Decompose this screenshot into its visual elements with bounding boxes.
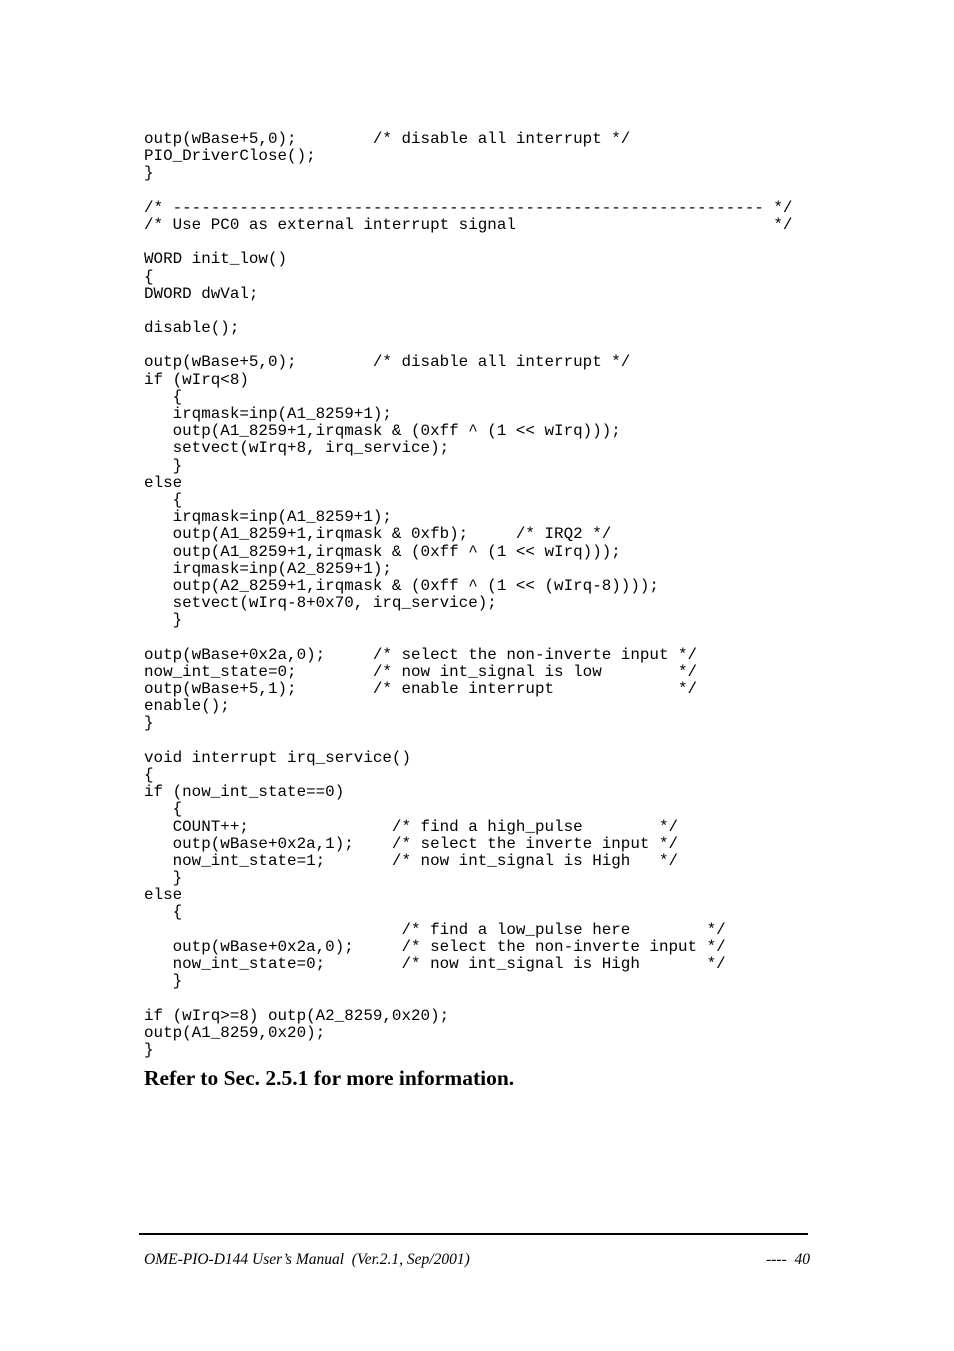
code-line: } bbox=[144, 456, 183, 475]
code-line bbox=[144, 629, 792, 646]
footer-manual-title: OME-PIO-D144 User’s Manual (Ver.2.1, Sep/2001) bbox=[144, 1251, 470, 1268]
code-line: setvect(wIrq+8, irq_service); bbox=[144, 439, 450, 458]
code-line: irqmask=inp(A2_8259+1); bbox=[144, 559, 392, 578]
code-line: } bbox=[144, 611, 183, 630]
code-line: now_int_state=0; /* now int_signal is High */ bbox=[144, 955, 726, 973]
footer-page-number: ---- 40 bbox=[766, 1251, 810, 1268]
code-line: outp(A1_8259+1,irqmask & (0xff ^ (1 << wIrq))); bbox=[144, 422, 621, 441]
code-line: { bbox=[144, 765, 154, 784]
code-line: } bbox=[144, 869, 183, 888]
code-line: } bbox=[144, 1040, 154, 1059]
code-line: setvect(wIrq-8+0x70, irq_service); bbox=[144, 594, 497, 613]
code-line bbox=[144, 303, 792, 320]
code-line: /* Use PC0 as external interrupt signal */ bbox=[144, 215, 793, 234]
code-line: } bbox=[144, 164, 154, 183]
code-line: /* find a low_pulse here */ bbox=[144, 920, 726, 939]
code-line: outp(wBase+5,0); /* disable all interrupt */ bbox=[144, 353, 631, 372]
code-line: if (now_int_state==0) bbox=[144, 783, 345, 802]
code-line: now_int_state=0; /* now int_signal is low */ bbox=[144, 662, 698, 681]
code-line bbox=[144, 337, 792, 354]
code-line: else bbox=[144, 886, 183, 905]
code-line: outp(A1_8259,0x20); bbox=[144, 1023, 326, 1042]
code-line: } bbox=[144, 714, 154, 733]
code-line: else bbox=[144, 473, 183, 492]
code-line: outp(wBase+5,1); /* enable interrupt */ bbox=[144, 680, 698, 698]
code-line: PIO_DriverClose(); bbox=[144, 147, 316, 166]
code-line bbox=[144, 234, 792, 251]
footer-divider bbox=[139, 1233, 808, 1235]
code-line: irqmask=inp(A1_8259+1); bbox=[144, 508, 392, 527]
code-line: { bbox=[144, 490, 183, 509]
code-line: COUNT++; /* find a high_pulse */ bbox=[144, 817, 679, 836]
code-line: outp(A1_8259+1,irqmask & 0xfb); /* IRQ2 */ bbox=[144, 525, 612, 544]
code-line: outp(wBase+0x2a,0); /* select the non-inverte input */ bbox=[144, 937, 726, 956]
code-line: WORD init_low() bbox=[144, 250, 288, 269]
code-line: enable(); bbox=[144, 697, 230, 716]
code-listing bbox=[144, 131, 792, 1059]
code-line: outp(wBase+0x2a,0); /* select the non-inverte input */ bbox=[144, 645, 698, 664]
code-line: { bbox=[144, 387, 183, 406]
code-line bbox=[144, 183, 792, 200]
code-line: { bbox=[144, 903, 183, 922]
code-line: if (wIrq<8) bbox=[144, 370, 249, 389]
code-line: if (wIrq>=8) outp(A2_8259,0x20); bbox=[144, 1006, 450, 1025]
code-line: outp(wBase+0x2a,1); /* select the inverte input */ bbox=[144, 834, 679, 853]
code-line: } bbox=[144, 972, 183, 991]
code-line: /* -------------------------------------------------------------- */ bbox=[144, 198, 793, 217]
code-line: DWORD dwVal; bbox=[144, 284, 259, 303]
code-line: void interrupt irq_service() bbox=[144, 748, 412, 767]
code-line: { bbox=[144, 267, 154, 286]
code-line: now_int_state=1; /* now int_signal is High */ bbox=[144, 851, 679, 870]
code-line: irqmask=inp(A1_8259+1); bbox=[144, 405, 392, 423]
code-line bbox=[144, 733, 792, 750]
code-line bbox=[144, 990, 792, 1007]
code-line: disable(); bbox=[144, 319, 240, 338]
code-line: { bbox=[144, 800, 183, 819]
reference-note: Refer to Sec. 2.5.1 for more information. bbox=[144, 1066, 515, 1090]
code-line: outp(A2_8259+1,irqmask & (0xff ^ (1 << (wIrq-8)))); bbox=[144, 576, 659, 595]
code-line: outp(wBase+5,0); /* disable all interrupt */ bbox=[144, 130, 631, 148]
code-line: outp(A1_8259+1,irqmask & (0xff ^ (1 << wIrq))); bbox=[144, 542, 621, 561]
